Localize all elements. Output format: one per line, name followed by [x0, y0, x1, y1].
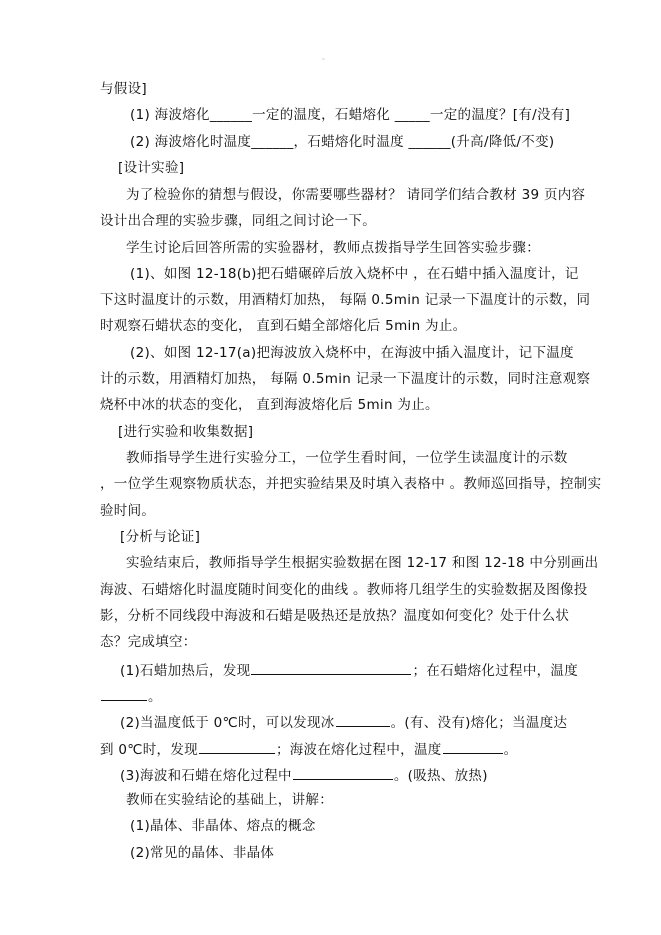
fill-in-line — [120, 660, 578, 680]
section-heading: [分析与论证] — [120, 529, 201, 545]
answer-blank — [251, 660, 411, 675]
section-heading: [进行实验和收集数据] — [118, 424, 254, 440]
answer-blank — [336, 712, 390, 727]
text-line: 影，分析不同线段中海波和石蜡是吸热还是放热？温度如何变化？处于什么状 — [100, 608, 570, 624]
fill-in-text: ；在石蜡熔化过程中，温度 — [412, 663, 579, 679]
fill-in-text: (3)海波和石蜡在熔化过程中 — [120, 768, 292, 784]
fill-in-text: (2)当温度低于 0℃时，可以发现冰 — [120, 715, 335, 731]
text-line: 为了检验你的猜想与假设，你需要哪些器材？ 请同学们结合教材 39 页内容 — [126, 187, 586, 203]
text-line: (2)、如图 12-17(a)把海波放入烧杯中，在海波中插入温度计，记下温度 — [130, 345, 574, 361]
text-line: (1)、如图 12-18(b)把石蜡碾碎后放入烧杯中 ，在石蜡中插入温度计，记 — [130, 266, 579, 282]
answer-blank — [443, 739, 503, 754]
answer-blank — [101, 686, 147, 701]
text-line: 验时间。 — [100, 503, 156, 519]
fill-in-line — [120, 765, 488, 785]
fill-in-text: (1)石蜡加热后，发现 — [120, 663, 251, 679]
text-line: 下这时温度计的示数，用酒精灯加热， 每隔 0.5min 记录一下温度计的示数，同 — [100, 292, 591, 308]
fill-in-line — [100, 739, 517, 759]
text-line: 计的示数，用酒精灯加热， 每隔 0.5min 记录一下温度计的示数，同时注意观察 — [100, 371, 591, 387]
fill-in-text: ；海波在熔化过程中，温度 — [275, 742, 442, 758]
section-heading: [设计实验] — [118, 160, 185, 176]
text-line: 与假设] — [100, 81, 147, 97]
text-line: (2)常见的晶体、非晶体 — [130, 845, 275, 861]
text-line: 教师在实验结论的基础上，讲解： — [126, 792, 333, 808]
text-line: 实验结束后，教师指导学生根据实验数据在图 12-17 和图 12-18 中分别画出 — [126, 555, 599, 571]
fill-in-line — [100, 686, 162, 706]
text-line: 海波、石蜡熔化时温度随时间变化的曲线 。教师将几组学生的实验数据及图像投 — [100, 582, 588, 598]
text-line: 态？完成填空： — [100, 634, 197, 650]
fill-in-text: 。(吸热、放热) — [393, 768, 488, 784]
fill-in-text: 。 — [503, 742, 518, 758]
scan-speck — [322, 58, 325, 60]
text-line: 教师指导学生进行实验分工，一位学生看时间，一位学生读温度计的示数 — [126, 450, 568, 466]
text-line: (1)晶体、非晶体、熔点的概念 — [130, 818, 316, 834]
fill-in-text: 到 0℃时，发现 — [100, 742, 198, 758]
text-line: (2) 海波熔化时温度______，石蜡熔化时温度 ______(升高/降低/不变) — [130, 134, 555, 150]
text-line: 设计出合理的实验步骤，同组之间讨论一下。 — [100, 213, 376, 229]
text-line: (1) 海波熔化______一定的温度，石蜡熔化 _____一定的温度？[有/没有] — [130, 107, 571, 123]
answer-blank — [293, 765, 393, 780]
fill-in-text: 。 — [148, 689, 162, 705]
text-line: 学生讨论后回答所需的实验器材，教师点拨指导学生回答实验步骤： — [126, 240, 540, 256]
answer-blank — [199, 739, 275, 754]
fill-in-line — [120, 712, 567, 732]
fill-in-text: 。(有、没有)熔化；当温度达 — [390, 715, 568, 731]
text-line: 时观察石蜡状态的变化， 直到石蜡全部熔化后 5min 为止。 — [100, 318, 467, 334]
text-line: ，一位学生观察物质状态，并把实验结果及时填入表格中 。教师巡回指导，控制实 — [100, 476, 602, 492]
text-line: 烧杯中冰的状态的变化， 直到海波熔化后 5min 为止。 — [100, 397, 439, 413]
